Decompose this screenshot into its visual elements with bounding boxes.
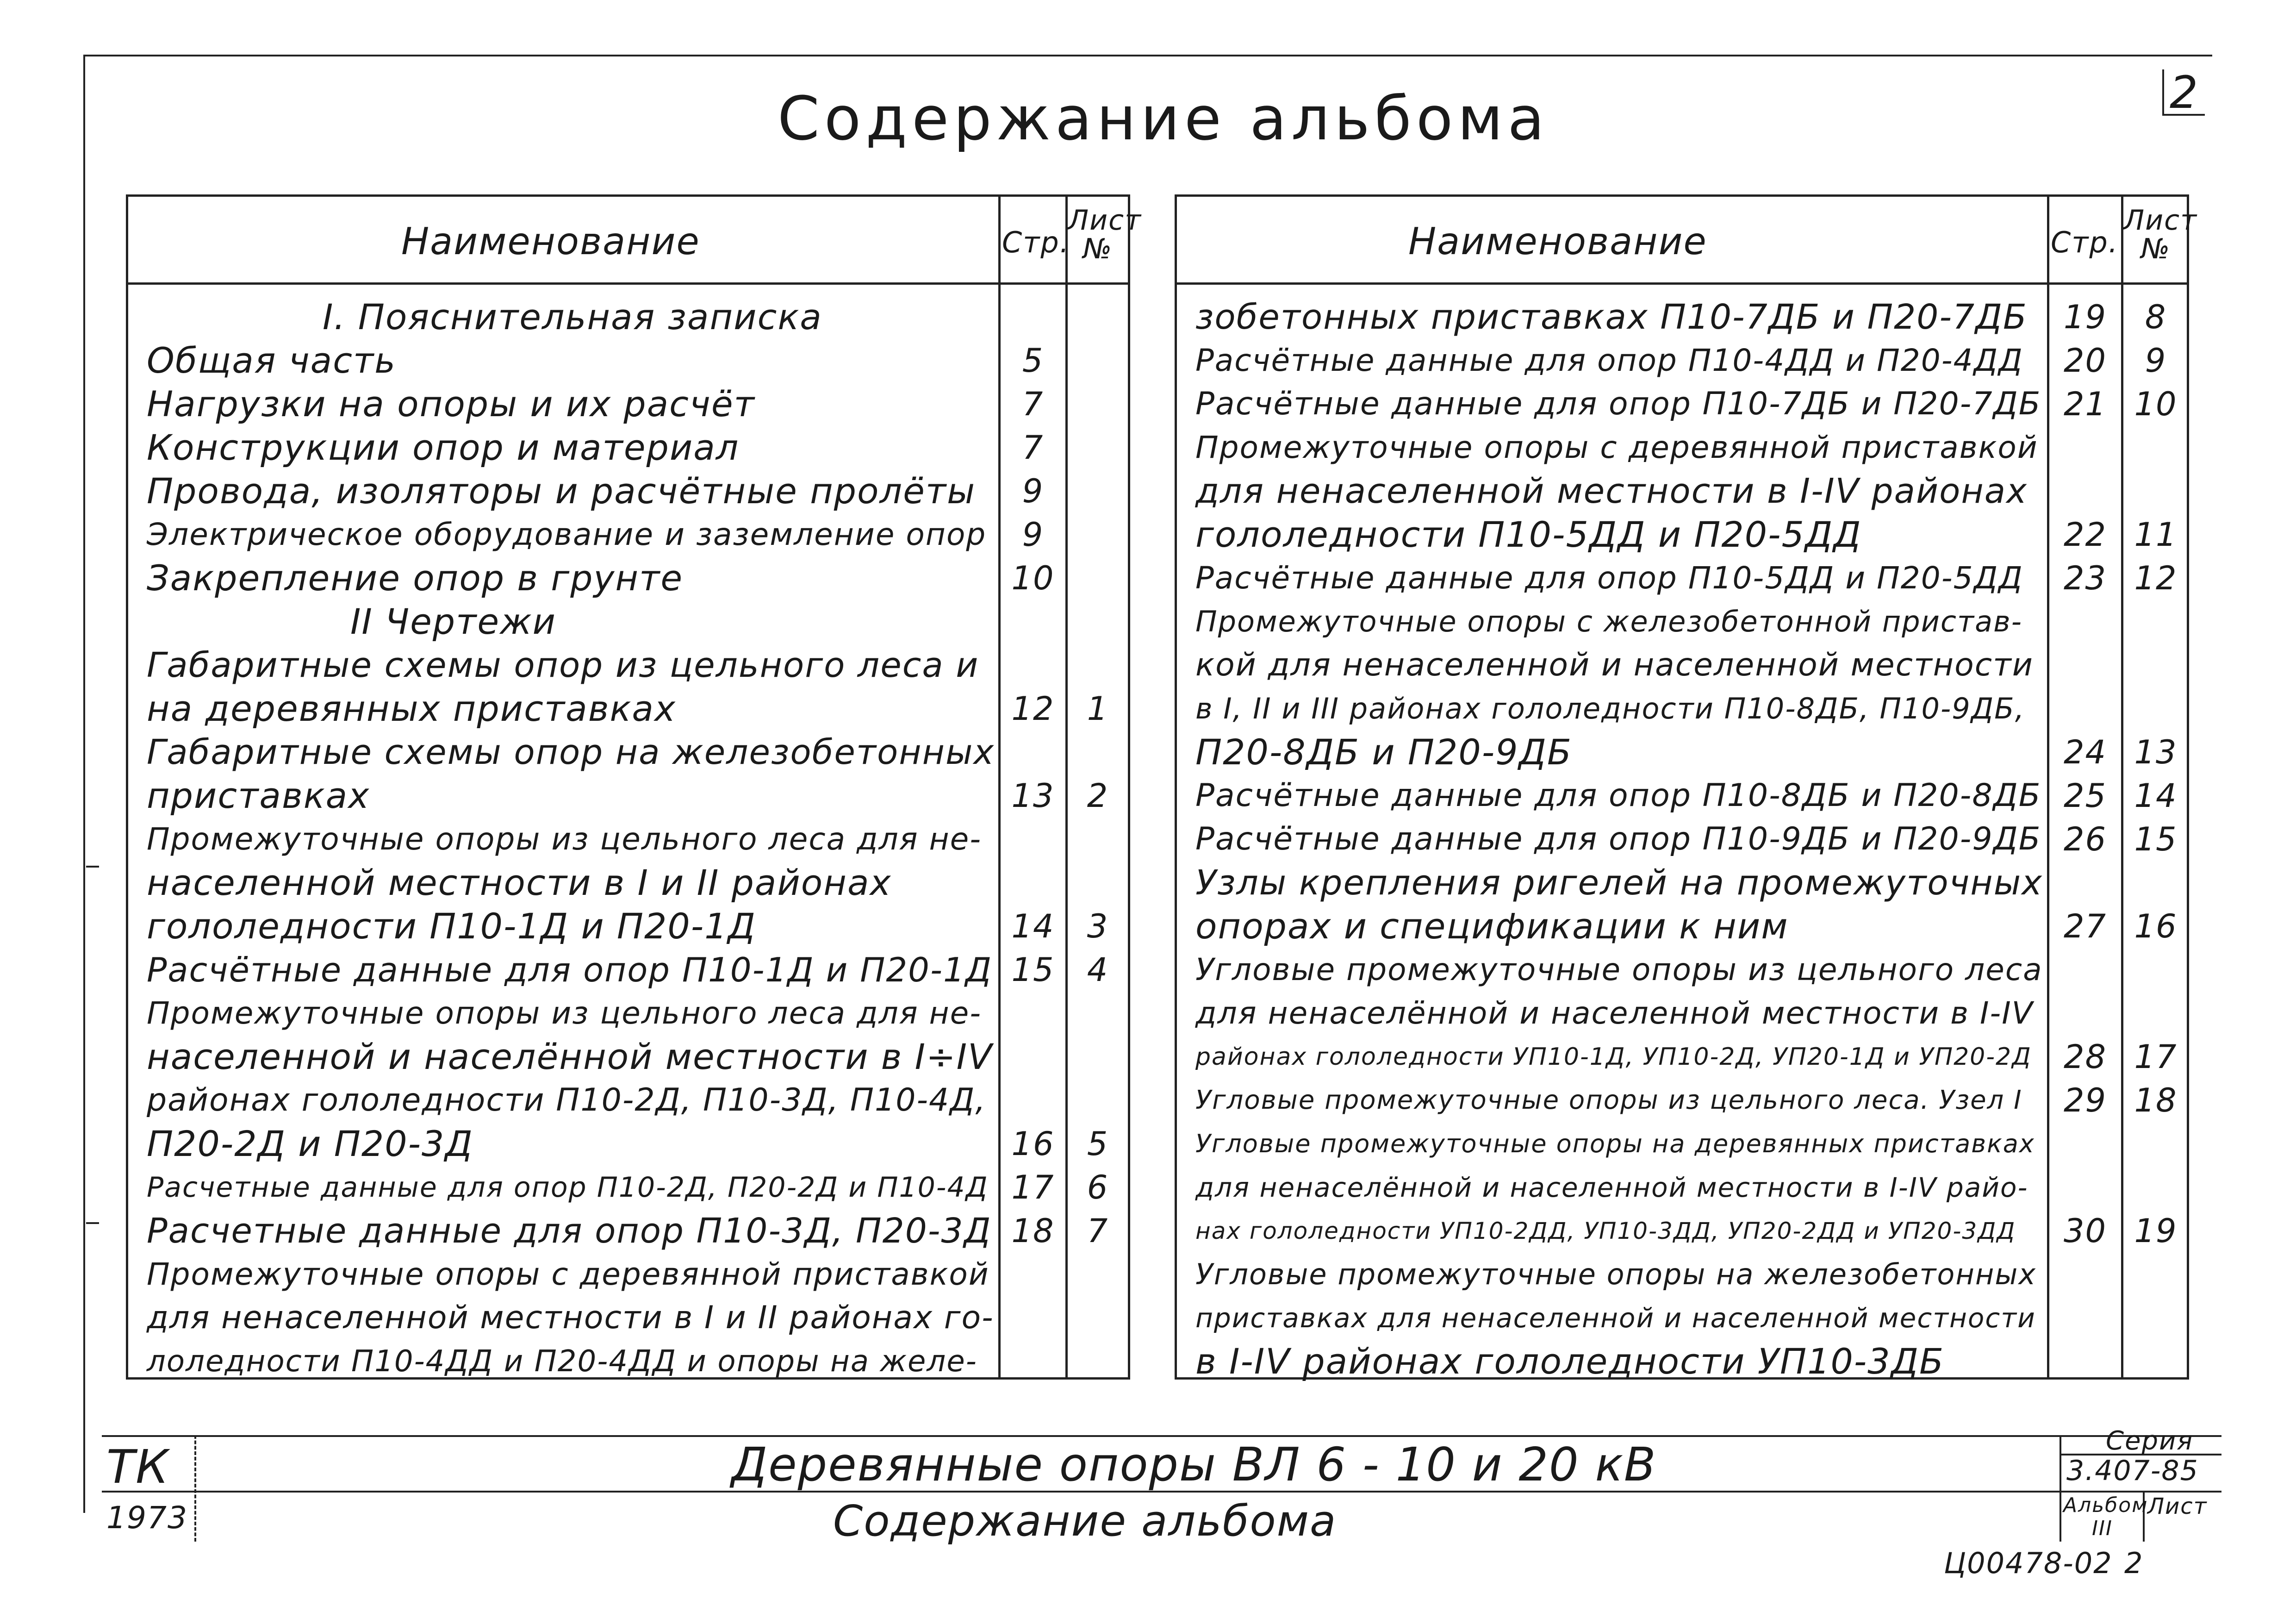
main-title: Деревянные опоры ВЛ 6 - 10 и 20 кВ	[731, 1437, 1657, 1492]
row-sheet: 16	[2134, 907, 2178, 945]
table-row	[128, 644, 1128, 686]
row-name: гололедности П10-5ДД и П20-5ДД	[1195, 514, 1862, 555]
row-page: 14	[1011, 907, 1055, 945]
row-name: Расчётные данные для опор П10-7ДБ и П20-7ДБ	[1195, 386, 2041, 422]
row-name: Промежуточные опоры с деревянной приставкой	[147, 1256, 989, 1292]
header-divider	[1177, 282, 2187, 285]
header-page: Стр.	[1002, 225, 1070, 259]
page-title: Содержание альбома	[778, 83, 1549, 154]
row-page: 23	[2063, 559, 2107, 597]
table-row	[1177, 383, 2187, 425]
table-row	[1177, 688, 2187, 730]
contents-table-right	[1175, 194, 2198, 1382]
table-row	[128, 993, 1128, 1034]
binding-tick	[86, 866, 99, 868]
row-name: населенной и населённой местности в I÷IV	[147, 1036, 993, 1077]
table-row	[1177, 470, 2187, 512]
row-name: приставках	[147, 775, 370, 816]
table-row	[128, 1254, 1128, 1295]
table-row	[1177, 731, 2187, 773]
header-sheet-line2: №	[2140, 233, 2171, 265]
sheet-corner-number: 2	[2162, 69, 2205, 116]
table-row	[128, 1297, 1128, 1339]
table-row	[1177, 1036, 2187, 1078]
table-row	[1177, 818, 2187, 860]
table-row	[128, 906, 1128, 947]
row-name: Расчетные данные для опор П10-3Д, П20-3Д	[147, 1211, 992, 1251]
row-name: для ненаселённой и населенной местности в I-IV райо-	[1195, 1172, 2028, 1203]
row-name: Закрепление опор в грунте	[147, 557, 684, 599]
title-block-divider	[194, 1435, 196, 1542]
row-name: Угловые промежуточные опоры на деревянных приставках	[1195, 1129, 2035, 1158]
row-page: 26	[2063, 820, 2107, 858]
row-sheet: 5	[1087, 1125, 1109, 1163]
row-page: 28	[2063, 1038, 2107, 1076]
row-name: Электрическое оборудование и заземление опор	[147, 517, 987, 552]
table-row	[128, 731, 1128, 773]
title-block-divider	[2060, 1435, 2061, 1542]
row-page: 15	[1011, 951, 1055, 989]
row-page: 20	[2063, 342, 2107, 380]
table-row	[128, 601, 1128, 643]
header-sheet-line2: №	[1083, 233, 1113, 265]
row-page: 19	[2063, 298, 2107, 336]
row-page: 13	[1011, 777, 1055, 815]
row-name: Общая часть	[147, 340, 397, 381]
header-name: Наименование	[401, 220, 700, 263]
frame-left-border	[83, 55, 85, 1513]
table-row	[128, 1167, 1128, 1208]
row-sheet: 14	[2134, 777, 2178, 815]
row-name: Промежуточные опоры из цельного леса для не-	[147, 995, 982, 1031]
row-name: Габаритные схемы опор из цельного леса и	[147, 645, 979, 685]
frame-top-border	[83, 55, 2212, 56]
table-row	[1177, 296, 2187, 338]
album-value: III	[2092, 1517, 2113, 1540]
row-page: 7	[1022, 385, 1044, 423]
table-row	[1177, 1297, 2187, 1339]
row-name: П20-8ДБ и П20-9ДБ	[1195, 731, 1573, 773]
header-sheet-line1: Лист	[1068, 204, 1142, 237]
table-row	[128, 340, 1128, 381]
row-name: Расчётные данные для опор П10-1Д и П20-1Д	[147, 950, 993, 989]
title-block-top-line	[102, 1435, 2221, 1437]
row-page: 16	[1011, 1125, 1055, 1163]
table-row	[1177, 1254, 2187, 1295]
row-sheet: 3	[1087, 907, 1109, 945]
row-page: 5	[1022, 342, 1044, 380]
row-name: опорах и спецификации к ним	[1195, 906, 1789, 947]
row-sheet: 12	[2134, 559, 2178, 597]
row-page: 30	[2063, 1212, 2107, 1250]
row-sheet: 4	[1087, 951, 1109, 989]
row-sheet: 10	[2134, 385, 2178, 423]
row-name: населенной местности в I и II районах	[147, 862, 892, 903]
binding-tick	[86, 1222, 99, 1224]
row-name: Конструкции опор и материал	[147, 427, 740, 468]
row-page: 9	[1022, 472, 1044, 510]
row-name: для ненаселённой и населенной местности в I-IV	[1195, 995, 2034, 1031]
row-name: Угловые промежуточные опоры из цельного леса. Узел I	[1195, 1085, 2022, 1115]
table-row	[128, 688, 1128, 730]
row-page: 22	[2063, 516, 2107, 554]
row-name: Расчетные данные для опор П10-2Д, П20-2Д и П10-4Д	[147, 1171, 989, 1204]
header-sheet	[1068, 204, 1142, 265]
table-row	[128, 1080, 1128, 1121]
table-row	[1177, 906, 2187, 947]
row-name: в I, II и III районах гололедности П10-8ДБ, П10-9ДБ,	[1195, 692, 2025, 725]
header-divider	[128, 282, 1128, 285]
row-name: на деревянных приставках	[147, 688, 676, 729]
album-label: Альбом	[2063, 1493, 2148, 1517]
row-name: в I-IV районах гололедности УП10-3ДБ	[1195, 1341, 1945, 1382]
series-label: Серия	[2106, 1426, 2194, 1456]
table-row	[1177, 1080, 2187, 1121]
table-row	[128, 427, 1128, 468]
table-row	[1177, 1123, 2187, 1165]
doc-number: Ц00478-02	[1944, 1546, 2113, 1580]
row-name: Промежуточные опоры с железобетонной пристав-	[1195, 605, 2023, 638]
row-sheet: 11	[2134, 516, 2178, 554]
row-name: зобетонных приставках П10-7ДБ и П20-7ДБ	[1195, 297, 2028, 337]
table-row	[128, 1036, 1128, 1078]
row-page: 17	[1011, 1168, 1055, 1206]
row-sheet: 6	[1087, 1168, 1109, 1206]
row-name: II Чертежи	[350, 601, 556, 642]
table-row	[128, 949, 1128, 991]
row-sheet: 17	[2134, 1038, 2178, 1076]
row-name: Провода, изоляторы и расчётные пролёты	[147, 470, 976, 512]
table-row	[128, 818, 1128, 860]
table-row	[128, 1210, 1128, 1252]
table-row	[128, 1123, 1128, 1165]
row-sheet: 18	[2134, 1081, 2178, 1119]
row-page: 29	[2063, 1081, 2107, 1119]
table-row	[1177, 949, 2187, 991]
table-row	[128, 775, 1128, 817]
table-row	[1177, 427, 2187, 468]
row-page: 10	[1011, 559, 1055, 597]
row-name: для ненаселенной местности в I-IV районах	[1195, 471, 2028, 511]
table-row	[1177, 862, 2187, 904]
row-sheet: 19	[2134, 1212, 2178, 1250]
series-value: 3.407-85	[2066, 1455, 2199, 1487]
table-row	[1177, 775, 2187, 817]
row-name: кой для ненаселенной и населенной местности	[1195, 647, 2034, 683]
table-row	[1177, 993, 2187, 1034]
row-name: для ненаселенной местности в I и II районах го-	[147, 1299, 994, 1336]
table-row	[128, 514, 1128, 556]
table-row	[1177, 601, 2187, 643]
table-row	[128, 862, 1128, 904]
row-name: Расчётные данные для опор П10-5ДД и П20-5ДД	[1195, 560, 2023, 596]
row-name: Угловые промежуточные опоры из цельного леса	[1195, 952, 2043, 987]
header-name: Наименование	[1408, 220, 1707, 263]
row-page: 7	[1022, 429, 1044, 467]
row-sheet: 13	[2134, 733, 2178, 771]
header-page: Стр.	[2051, 225, 2119, 259]
row-page: 25	[2063, 777, 2107, 815]
row-page: 24	[2063, 733, 2107, 771]
row-name: Расчётные данные для опор П10-8ДБ и П20-8ДБ	[1195, 777, 2041, 814]
row-name: районах гололедности П10-2Д, П10-3Д, П10-4Д,	[147, 1082, 987, 1118]
row-page: 12	[1011, 690, 1055, 728]
year: 1973	[106, 1500, 188, 1536]
table-row	[1177, 340, 2187, 381]
row-sheet: 15	[2134, 820, 2178, 858]
row-page: 27	[2063, 907, 2107, 945]
table-row	[128, 296, 1128, 338]
header-sheet-line1: Лист	[2123, 204, 2198, 237]
row-page: 9	[1022, 516, 1044, 554]
row-sheet: 7	[1087, 1212, 1109, 1250]
row-name: приставках для ненаселенной и населенной местности	[1195, 1302, 2036, 1334]
row-page: 18	[1011, 1212, 1055, 1250]
table-row	[1177, 1341, 2187, 1382]
row-name: Расчётные данные для опор П10-4ДД и П20-4ДД	[1195, 343, 2023, 378]
table-row	[128, 1341, 1128, 1382]
sub-title: Содержание альбома	[833, 1496, 1337, 1546]
row-name: П20-2Д и П20-3Д	[147, 1123, 473, 1164]
row-name: гололедности П10-1Д и П20-1Д	[147, 906, 756, 947]
row-sheet: 2	[1087, 777, 1109, 815]
header-sheet	[2123, 204, 2198, 265]
row-name: I. Пояснительная записка	[323, 296, 822, 337]
table-row	[1177, 1210, 2187, 1252]
row-sheet: 8	[2145, 298, 2167, 336]
contents-table-left	[126, 194, 1142, 1380]
row-name: лоледности П10-4ДД и П20-4ДД и опоры на желе-	[147, 1344, 977, 1379]
row-sheet: 1	[1087, 690, 1109, 728]
row-name: Расчётные данные для опор П10-9ДБ и П20-9ДБ	[1195, 821, 2041, 857]
table-row	[1177, 514, 2187, 556]
org-code: ТК	[106, 1440, 170, 1494]
row-name: Промежуточные опоры с деревянной приставкой	[1195, 430, 2038, 465]
row-name: районах гололедности УП10-1Д, УП10-2Д, УП20-1Д и УП20-2Д	[1195, 1043, 2032, 1071]
table-row	[1177, 644, 2187, 686]
table-row	[1177, 1167, 2187, 1208]
table-row	[128, 557, 1128, 599]
row-sheet: 9	[2145, 342, 2167, 380]
table-row	[1177, 557, 2187, 599]
row-name: Угловые промежуточные опоры на железобетонных	[1195, 1257, 2037, 1291]
table-row	[128, 470, 1128, 512]
row-name: нах гололедности УП10-2ДД, УП10-3ДД, УП20-2ДД и УП20-3ДД	[1195, 1218, 2016, 1244]
table-row	[128, 383, 1128, 425]
row-name: Нагрузки на опоры и их расчёт	[147, 383, 755, 425]
row-name: Габаритные схемы опор на железобетонных	[147, 732, 995, 772]
sheet-label: Лист	[2147, 1493, 2208, 1519]
row-name: Узлы крепления ригелей на промежуточных	[1195, 863, 2043, 903]
row-name: Промежуточные опоры из цельного леса для не-	[147, 821, 982, 857]
row-page: 21	[2063, 385, 2107, 423]
doc-sheet: 2	[2124, 1546, 2144, 1580]
title-block	[102, 1426, 2221, 1546]
